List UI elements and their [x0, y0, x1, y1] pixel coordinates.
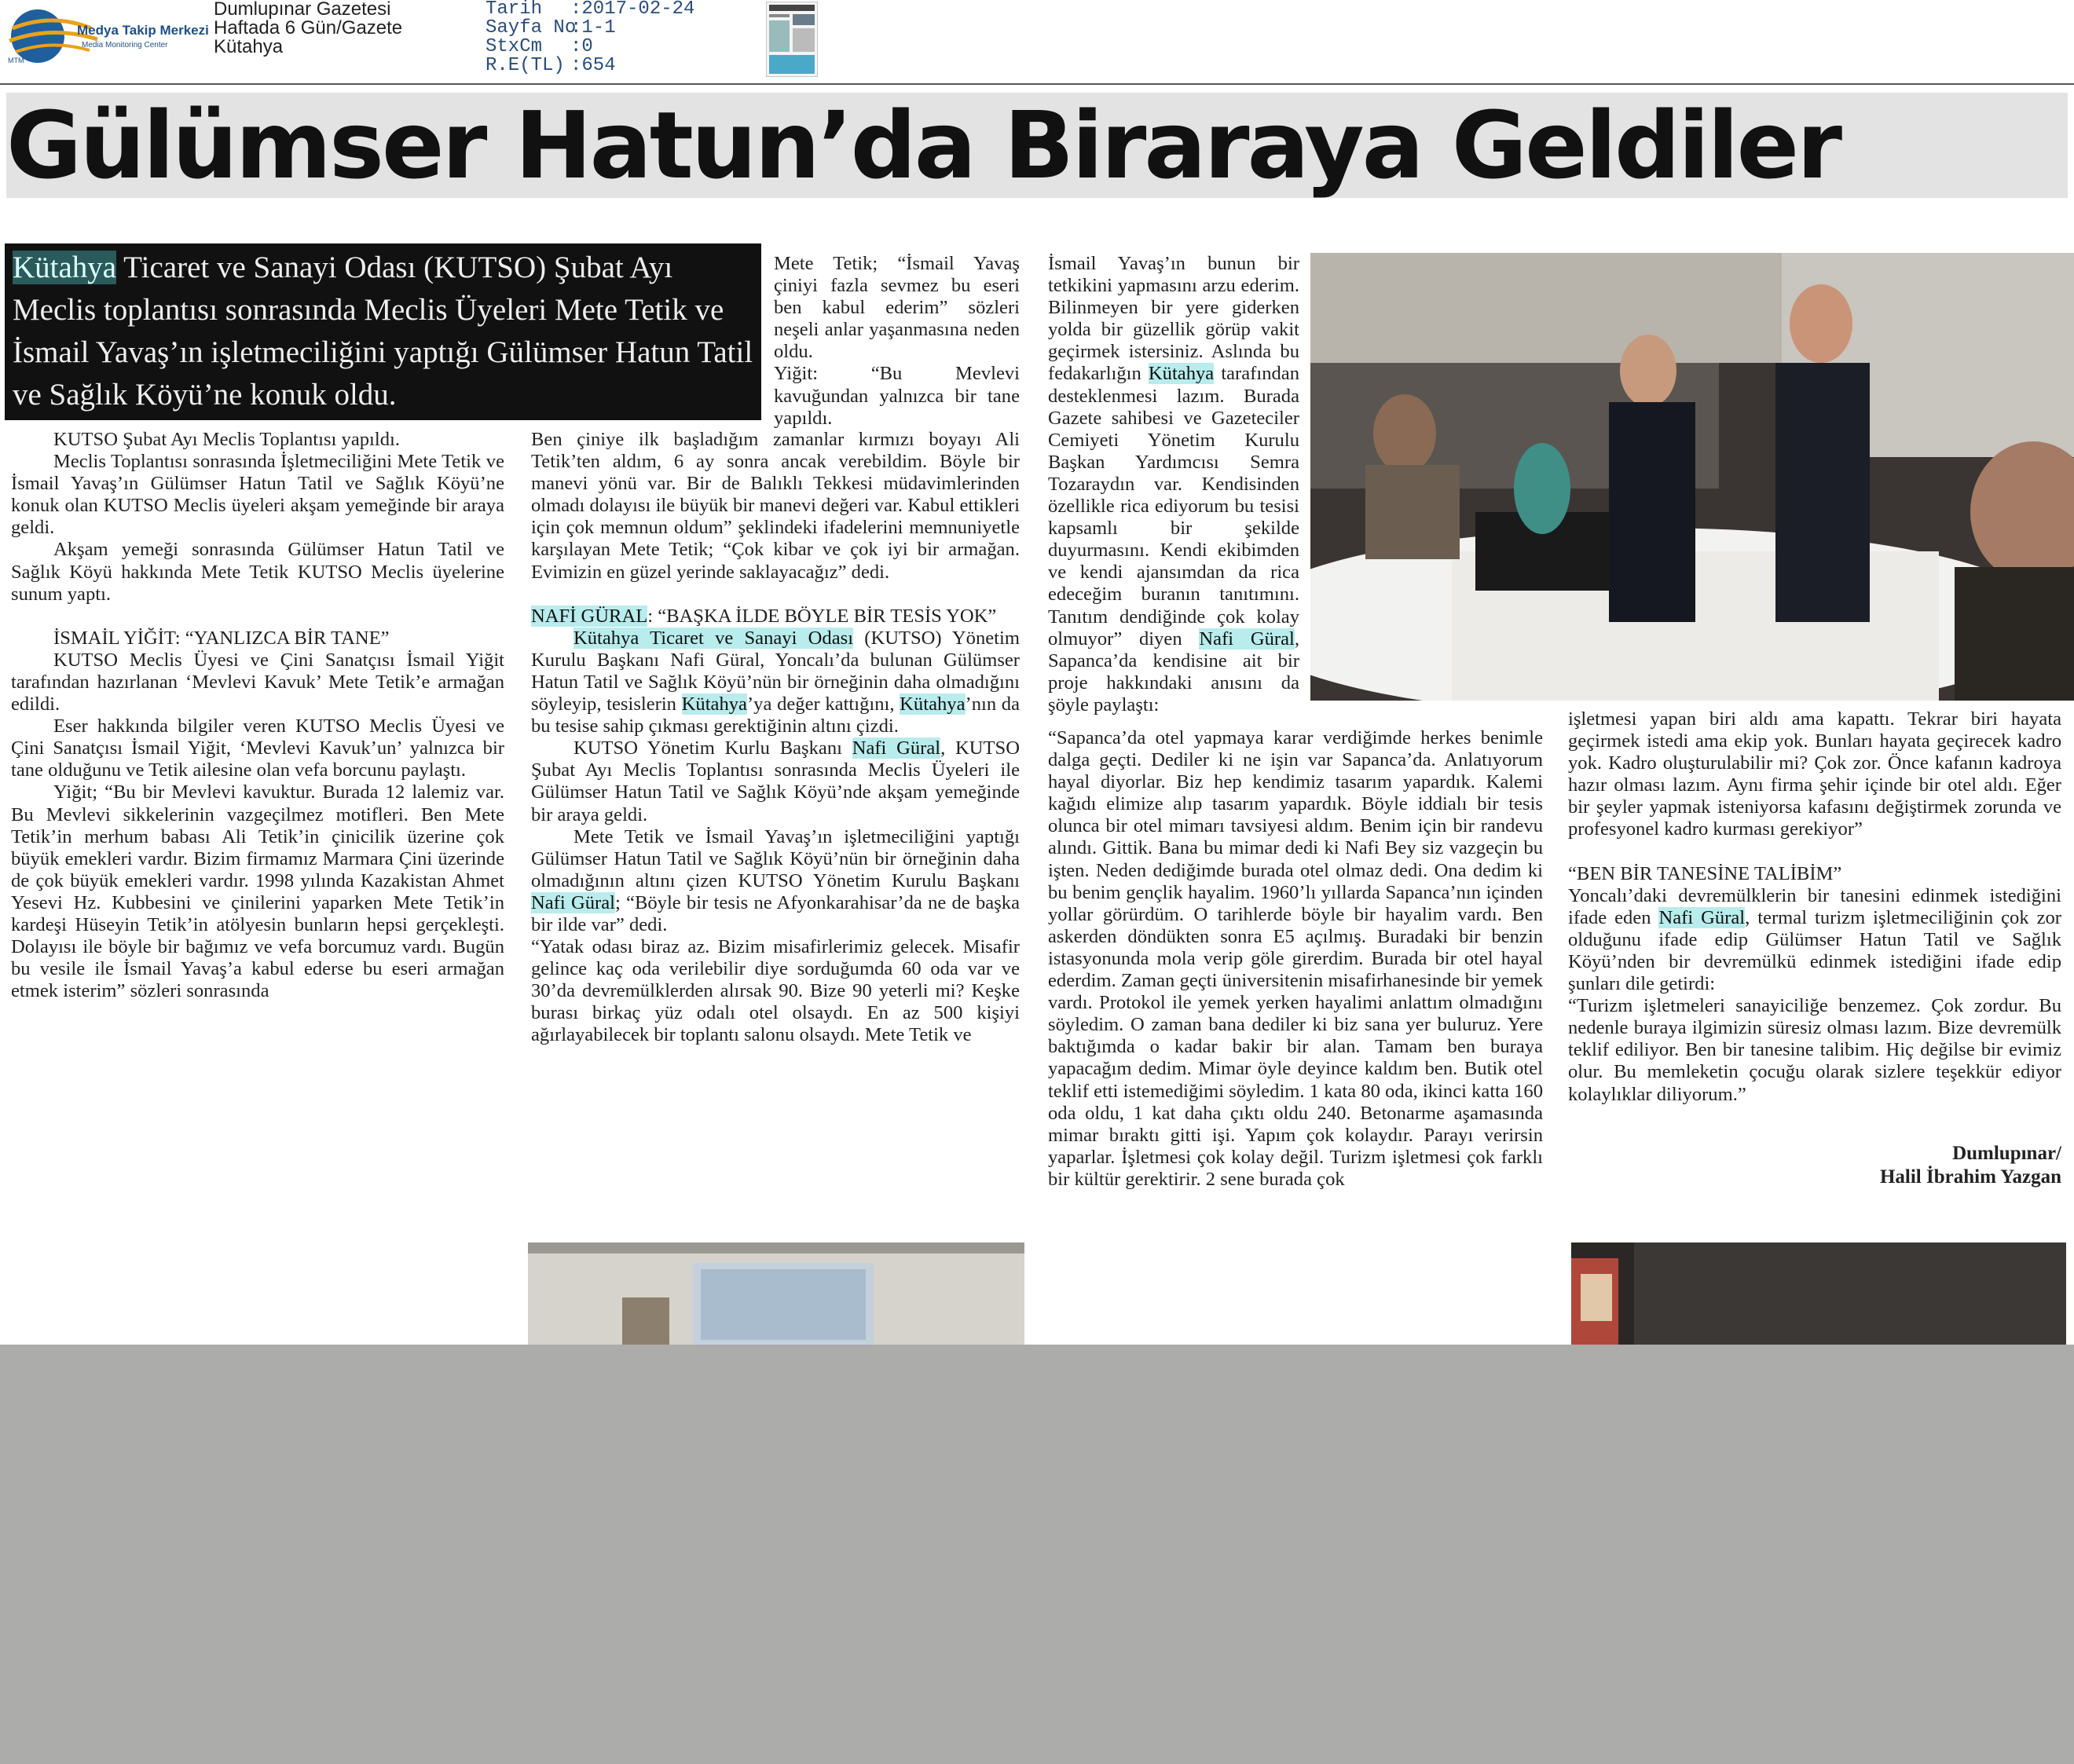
col2-subheading: NAFİ GÜRAL: “BAŞKA İLDE BÖYLE BİR TESİS YOK” — [531, 605, 997, 627]
col1-paragraph: KUTSO Meclis Üyesi ve Çini Sanatçısı İsmail Yiğit tarafından hazırlanan ‘Mevlevi Kavuk’ Mete Tetik’e armağan edildi. — [11, 649, 504, 715]
col2-paragraph: KUTSO Yönetim Kurlu Başkanı Nafi Güral, KUTSO Şubat Ayı Meclis Toplantısı sonrasında Meclis Üyeleri ile Gülümser Hatun Tatil ve Sağlık Köyü’nde akşam yemeğinde bir araya geldi. — [531, 737, 1020, 825]
byline — [1728, 1142, 2061, 1189]
col4-paragraph: işletmesi yapan biri aldı ama kapattı. Tekrar biri hayata geçirmek istedi ama ekip yok. Bunları hayata geçirecek kadro yok. Kadro oluşturulabilir mi? Çok zor. Önce kafanın kadroya hazır olması lazım. Aynı firma şehir içinde bir otel aldı. Eğer bir şeyler yapmak isteniyorsa kafasını değiştirmek zorunda ve profesyonel kadro kurması gerekiyor” — [1568, 708, 2061, 840]
publication-name: Dumlupınar Gazetesi — [214, 0, 391, 20]
col1-paragraph: Meclis Toplantısı sonrasında İşletmeciliğini Mete Tetik ve İsmail Yavaş’ın Gülümser Hatun Tatil ve Sağlık Köyü’ne konuk olan KUTSO Meclis üyeleri akşam yemeğinde bir araya geldi. — [11, 451, 504, 539]
col2-paragraph: Kütahya Ticaret ve Sanayi Odası (KUTSO) Yönetim Kurulu Başkanı Nafi Güral, Yoncalı’da bulunan Gülümser Hatun Tatil ve Sağlık Köyü’nün bir örneğinin daha olmadığını söyleyip, tesislerin Kütahya’ya değer kattığını, Kütahya’nın da bu tesise sahip çıkması gerektiğinin altını çizdi. — [531, 627, 1021, 737]
clipping-header — [0, 0, 2074, 86]
article-column-2-top — [774, 253, 1020, 430]
col3-paragraph: İsmail Yavaş’ın bunun bir tetkikini yapmasını arzu ederim. Bilinmeyen bir yere giderken yolda bir güzellik görüp vakit geçirmek istersiniz. Aslında bu fedakarlığın Kütahya tarafından desteklenmesi lazım. Burada Gazete sahibesi ve Gazeteciler Cemiyeti Yönetim Kurulu Başkan Yardımcısı Semra Tozaraydın var. Kendisinden özellikle rica ediyorum bu tesisi kapsamlı bir şekilde duyurmasını. Kendi ekibimden ve kendi ajansımdan da rica edeceğim buranın tanıtımını. Tanıtım dendiğinde çok kolay olmuyor” diyen Nafi Güral, Sapanca’da kendisine ait bir proje hakkındaki anısını da şöyle paylaştı: — [1048, 253, 1299, 715]
col2-paragraph: “Yatak odası biraz az. Bizim misafirlerimiz gelecek. Misafir gelince kaç oda verilebilir diye sorduğumda 60 oda var ve 30’da devremülklerden alırsak 90. Bize 90 yeterli mi? Keşke burası birkaç yüz odalı otel olsaydı. En az 500 kişiyi ağırlayabilecek bir toplantı salonu olsaydı. Mete Tetik ve — [531, 936, 1020, 1046]
col1-paragraph: Eser hakkında bilgiler veren KUTSO Meclis Üyesi ve Çini Sanatçısı İsmail Yiğit, ‘Mevlevi Kavuk’un’ yalnızca bir tane olduğunu ve Tetik ailesine olan vefa borcunu paylaştı. — [11, 715, 504, 781]
byline-author: Halil İbrahim Yazgan — [1879, 1166, 2061, 1188]
article-column-1 — [11, 429, 504, 1002]
col3-paragraph: “Sapanca’da otel yapmaya karar verdiğimde herkes benimle dalga geçti. Dediler ki ne işin var Sapanca’da. Anlatıyorum hayal diyorlar. Biz hep kendimiz tasarım yapardık. Kalemi kağıdı elimize alıp tasarım yapardık. Böyle iddialı bir tesis olunca bir otel mimarı tavsiyesi aldım. Benim için bir randevu alındı. Gittik. Bana bu mimar dedi ki Nafi Bey siz vazgeçin bu işten. Neden dediğimde burada otel olmaz dedi. Ona dedim ki bu benim gençlik hayalim. 1960’lı yıllarda Sapanca’nın içinden yollar görürdüm. O tarihlerde böyle bir hayalim vardı. Ben askerden döndükten sonra E5 açılmış. Buradaki bir benzin istasyonunda mola verip göle girerdim. Burada bir otel hayal ederdim. Zaman geçti üniversitenin misafirhanesinde bir yemek vardı. Protokol ile yemek yerken hayalimi anlattım olmadığını söyledim. O zaman bana dediler ki biz sana yer buluruz. Yere baktığımda o kadar bakir bir alan. Tamam ben buraya yapacağım dedim. Mimar öyle deyince kaldım ben. Butik otel teklif etti istemediğimi söyledim. 1 kata 80 oda, ikinci katta 160 oda oldu, 1 kat daha çıktı oldu 240. Betonarme aşamasında mimar bıraktı gitti işi. Yapım çok kolaydır. Parayı verirsin yaparlar. İşletmesi çok kolay değil. Turizm işletmesi çok farklı bir kültür gerektirir. 2 sene burada çok — [1048, 727, 1543, 1190]
article-column-4 — [1568, 708, 2061, 1106]
logo-badge: MTM — [8, 57, 24, 64]
photo-meeting-speech — [1310, 253, 2074, 701]
lead-paragraph — [5, 243, 761, 420]
page-blank-area — [0, 1345, 2074, 1764]
publication-frequency: Haftada 6 Gün/Gazete — [214, 17, 403, 38]
col4-paragraph: Yoncalı’daki devremülklerin bir tanesini edinmek istediğini ifade eden Nafi Güral, termal turizm işletmeciliğinin çok zor olduğunu ifade edip Gülümser Hatun Tatil ve Sağlık Köyü’nden bir devremülkü edinmek istediğini ifade edip şunları dile getirdi: — [1568, 884, 2061, 995]
logo-subtext: Media Monitoring Center — [82, 41, 168, 49]
meta-row-stxcm: StxCm :0 — [486, 36, 593, 57]
col1-paragraph: KUTSO Şubat Ayı Meclis Toplantısı yapıldı. — [53, 429, 400, 450]
col1-paragraph: Akşam yemeği sonrasında Gülümser Hatun Tatil ve Sağlık Köyü hakkında Mete Tetik KUTSO Meclis üyelerine sunum yaptı. — [11, 539, 504, 605]
meta-row-re: R.E(TL) :654 — [486, 55, 616, 76]
col2-paragraph: Mete Tetik; “İsmail Yavaş çiniyi fazla sevmez bu eseri ben kabul ederim” sözleri neşeli anlar yaşanmasına neden oldu. — [774, 253, 1020, 363]
photo-tile-artwork — [528, 1242, 1024, 1345]
col4-subheading: “BEN BİR TANESİNE TALİBİM” — [1568, 862, 1842, 884]
logo-text: Medya Takip Merkezi — [77, 23, 209, 38]
publication-city: Kütahya — [214, 36, 284, 57]
article-column-3 — [1048, 727, 1543, 1191]
lead-highlight-org: Ticaret ve Sanayi Odası — [123, 251, 416, 284]
byline-source: Dumlupınar/ — [1952, 1143, 2061, 1164]
mtm-logo — [5, 5, 209, 68]
col1-paragraph: Yiğit; “Bu bir Mevlevi kavuktur. Burada 12 lalemiz var. Bu Mevlevi sikkelerinin vazgeçilmez motifleri. Ben Mete Tetik’in merhum babası Ali Tetik’in çinicilik üzerine çok büyük emekleri vardır. Bizim firmamız Marmara Çini üzerinde de çok büyük emekleri vardır. 1998 yılında Kazakistan Ahmet Yesevi Hz. Kubbesini ve çinilerini yaparken Mete Tetik’in kardeşi Hüseyin Tetik’in atölyesin bunların hepsi gerçekleşti. Dolayısı ile böyle bir bağımız ve vefa borcumuz vardı. Bugün bu vesile ile İsmail Yavaş’a kabul ederse bu eseri armağan etmek isterim” sözleri sonrasında — [11, 781, 504, 1002]
col4-paragraph: “Turizm işletmeleri sanayiciliğe benzemez. Çok zordur. Bu nedenle buraya ilgimizin süresiz olması lazım. Bize devremülk teklif ediliyor. Ben bir tanesine talibim. Hiç değilse bir evimiz olur. Bu memleketin çocuğu olarak sizlere teşekkür ediyor kolaylıklar diliyorum.” — [1568, 995, 2061, 1105]
meta-row-page: Sayfa No:1-1 — [486, 17, 616, 38]
page-thumbnail[interactable] — [766, 2, 818, 77]
col2-paragraph: Ben çiniye ilk başladığım zamanlar kırmızı boyayı Ali Tetik’ten aldım, 6 ay sonra ancak verebildim. Böyle bir manevi yönü var. Bir de Balıklı Tekkesi müdavimlerinden olmadı dolayısı ile büyük bir manevi değeri var. Kabul ettikleri için çok memnun oldum” şeklindeki ifadelerini memnuniyetle karşılayan Mete Tetik; “Çok kibar ve çok iyi bir armağan. Evimizin en güzel yerinde saklayacağız” dedi. — [531, 429, 1020, 583]
photo-presentation-screen — [1571, 1242, 2066, 1345]
publication-info — [214, 0, 402, 57]
meta-row-date: Tarih :2017-02-24 — [486, 0, 695, 20]
clipping-meta — [486, 0, 694, 75]
article-column-3-top — [1048, 253, 1299, 716]
headline: Gülümser Hatun’da Biraraya Geldiler — [6, 91, 1841, 199]
article-column-2 — [531, 429, 1020, 1047]
lead-highlight-city: Kütahya — [13, 251, 117, 284]
col2-paragraph: Mete Tetik ve İsmail Yavaş’ın işletmeciliğini yaptığı Gülümser Hatun Tatil ve Sağlık Köyü’nün bir örneğinin daha olmadığının altını çizen KUTSO Yönetim Kurulu Başkanı Nafi Güral; “Böyle bir tesis ne Afyonkarahisar’da ne de başka bir ilde var” dedi. — [531, 825, 1020, 935]
header-rule — [0, 83, 2074, 85]
col2-paragraph: Yiğit: “Bu Mevlevi kavuğundan yalnızca bir tane yapıldı. — [774, 363, 1020, 429]
col1-subheading: İSMAİL YİĞİT: “YANLIZCA BİR TANE” — [53, 627, 390, 649]
lead-text: (KUTSO) Şubat Ayı Meclis toplantısı sonrasında Meclis Üyeleri Mete Tetik ve İsmail Yavaş’ın işletmeciliğini yaptığı Gülümser Hatun Tatil ve Sağlık Köyü’ne konuk oldu. — [13, 251, 753, 412]
